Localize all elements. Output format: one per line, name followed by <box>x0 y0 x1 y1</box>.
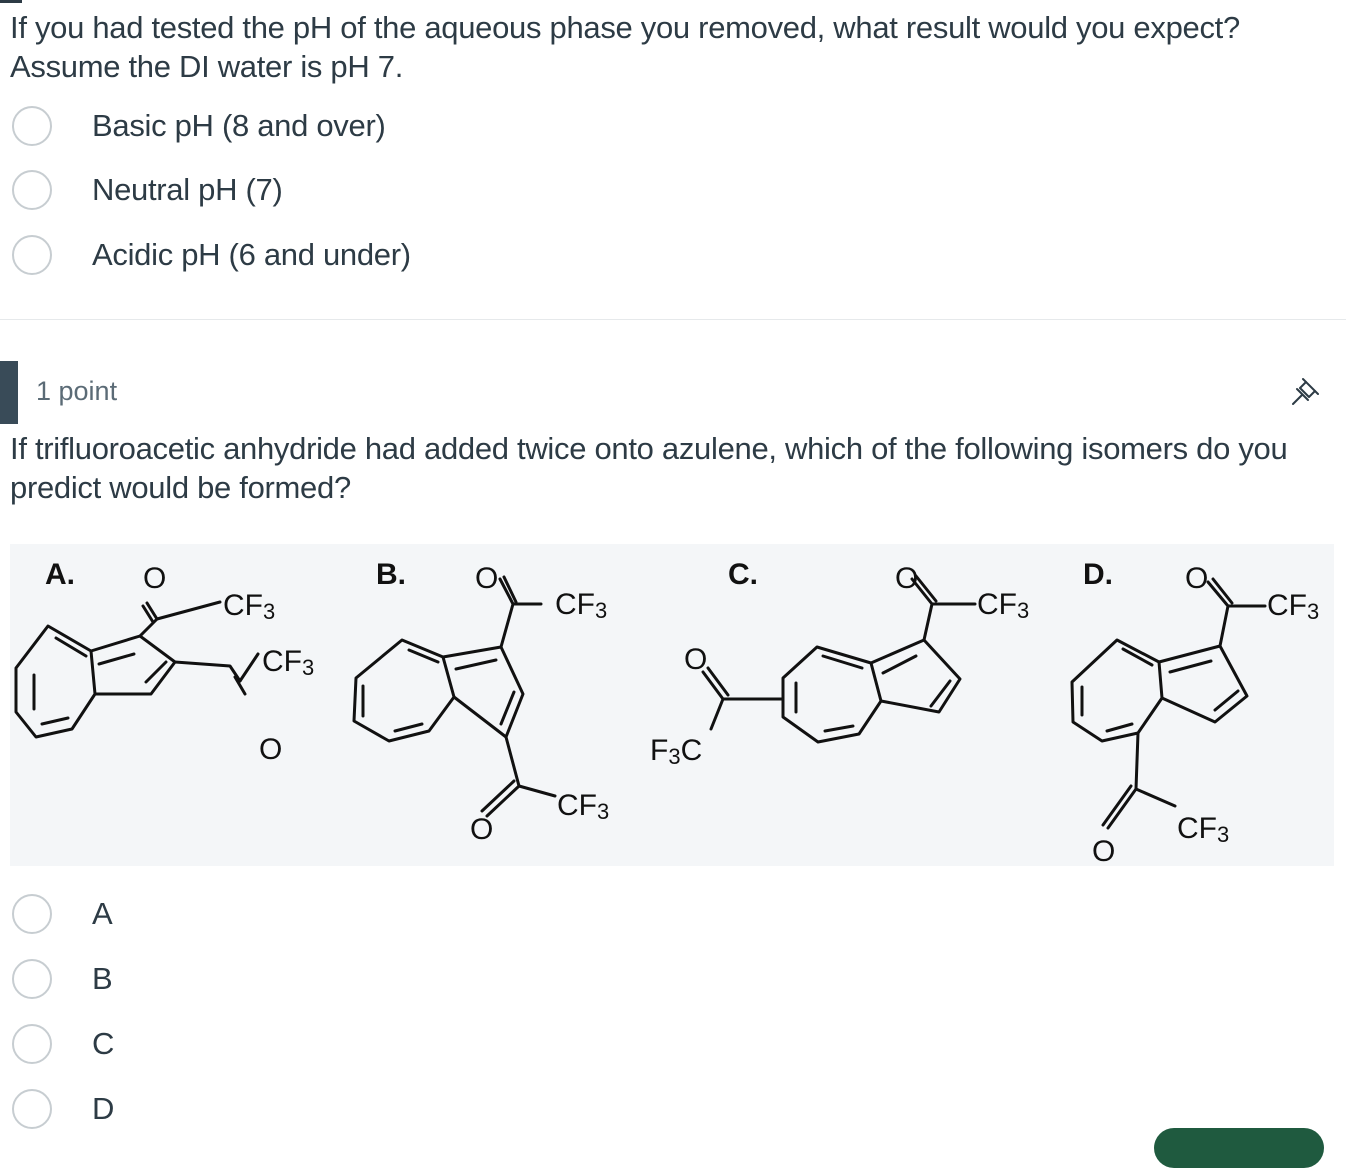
radio-button[interactable] <box>12 894 52 934</box>
atom-cf3: CF3 <box>262 645 315 680</box>
radio-button[interactable] <box>12 959 52 999</box>
question-1-text: If you had tested the pH of the aqueous phase you removed, what result would you expect? Assume the DI water is pH 7. <box>10 10 1240 84</box>
atom-o: O <box>1092 835 1116 866</box>
atom-cf3: CF3 <box>977 588 1030 623</box>
atom-cf3: CF3 <box>223 589 276 624</box>
atom-o: O <box>143 562 167 595</box>
q1-option-acidic[interactable] <box>12 233 612 277</box>
next-button[interactable] <box>1154 1128 1324 1168</box>
atom-cf3: CF3 <box>1177 812 1230 847</box>
question-2-text: If trifluoroacetic anhydride had added twice onto azulene, which of the following isomers do you predict would be formed? <box>10 431 1288 505</box>
radio-button[interactable] <box>12 1024 52 1064</box>
q2-option-d[interactable] <box>12 1087 612 1131</box>
atom-o: O <box>259 733 283 766</box>
structure-b <box>354 577 555 816</box>
label-a: A. <box>45 558 75 591</box>
structures-svg <box>10 544 1334 866</box>
radio-button[interactable] <box>12 170 52 210</box>
q2-option-b[interactable] <box>12 957 612 1001</box>
atom-o: O <box>475 562 499 595</box>
structure-a <box>16 602 258 737</box>
option-label: A <box>92 896 113 931</box>
structure-d <box>1072 579 1265 828</box>
question-points: 1 point <box>36 376 118 406</box>
radio-button[interactable] <box>12 106 52 146</box>
q2-option-c[interactable] <box>12 1022 612 1066</box>
option-label: C <box>92 1026 115 1061</box>
option-label: Acidic pH (6 and under) <box>92 237 411 272</box>
atom-o: O <box>895 562 919 595</box>
atom-o: O <box>470 813 494 846</box>
option-label: D <box>92 1091 115 1126</box>
q1-option-basic[interactable] <box>12 104 612 148</box>
option-label: Neutral pH (7) <box>92 172 283 207</box>
radio-button[interactable] <box>12 1089 52 1129</box>
isomer-structures-figure <box>10 544 1334 866</box>
radio-button[interactable] <box>12 235 52 275</box>
label-d: D. <box>1083 558 1113 591</box>
question-marker-bar <box>0 361 18 424</box>
label-b: B. <box>376 558 406 591</box>
q2-option-a[interactable] <box>12 892 612 936</box>
atom-cf3: CF3 <box>555 588 608 623</box>
option-label: B <box>92 961 113 996</box>
atom-o: O <box>1185 562 1209 595</box>
option-label: Basic pH (8 and over) <box>92 108 386 143</box>
atom-f3c: F3C <box>650 734 703 769</box>
label-c: C. <box>728 558 758 591</box>
q1-option-neutral[interactable] <box>12 168 612 212</box>
pin-icon[interactable] <box>1286 371 1326 411</box>
top-accent-bar <box>0 0 22 3</box>
question-divider <box>0 319 1346 320</box>
structure-c <box>703 576 975 742</box>
atom-cf3: CF3 <box>557 789 610 824</box>
atom-o: O <box>684 643 708 676</box>
atom-cf3: CF3 <box>1267 589 1320 624</box>
